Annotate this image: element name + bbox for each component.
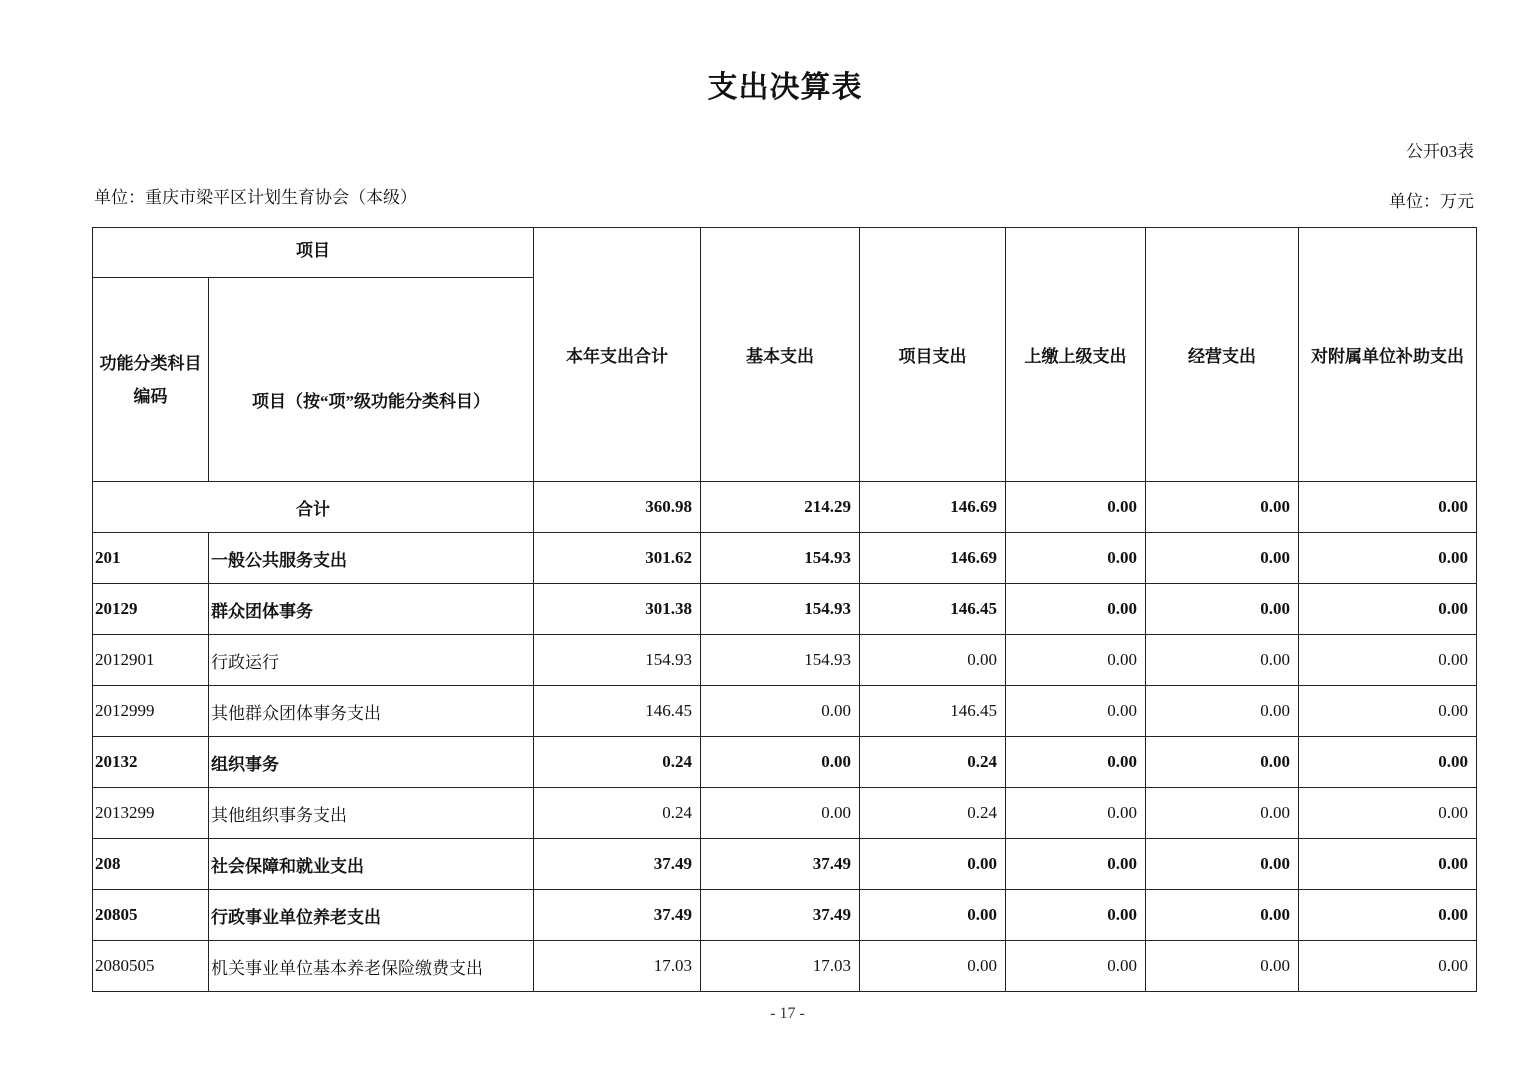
currency-unit: 单位：万元 — [1389, 192, 1474, 211]
row-value: 37.49 — [534, 890, 701, 941]
row-value: 154.93 — [701, 533, 860, 584]
row-value: 37.49 — [534, 839, 701, 890]
row-value: 0.24 — [534, 737, 701, 788]
table-row — [93, 533, 1477, 584]
page-title: 支出决算表 — [707, 71, 863, 104]
row-value: 146.45 — [860, 584, 1006, 635]
header-subsidy: 对附属单位补助支出 — [1299, 228, 1477, 482]
table-row — [93, 839, 1477, 890]
row-value: 154.93 — [534, 635, 701, 686]
total-cell: 0.00 — [1146, 482, 1299, 533]
header-basic: 基本支出 — [701, 228, 860, 482]
row-value: 146.45 — [534, 686, 701, 737]
total-cell: 0.00 — [1006, 482, 1146, 533]
total-cell: 0.00 — [1299, 482, 1477, 533]
header-total: 本年支出合计 — [534, 228, 701, 482]
row-name: 行政运行 — [209, 635, 534, 686]
row-value: 154.93 — [701, 584, 860, 635]
row-code: 2012999 — [93, 686, 209, 737]
row-value: 0.00 — [1299, 584, 1477, 635]
row-value: 0.24 — [860, 788, 1006, 839]
row-name: 群众团体事务 — [209, 584, 534, 635]
row-value: 0.00 — [1146, 533, 1299, 584]
row-value: 0.00 — [1006, 890, 1146, 941]
row-value: 0.00 — [1006, 788, 1146, 839]
row-name: 其他群众团体事务支出 — [209, 686, 534, 737]
table-number: 公开03表 — [1406, 142, 1474, 161]
row-value: 154.93 — [701, 635, 860, 686]
total-cell: 360.98 — [534, 482, 701, 533]
row-code: 208 — [93, 839, 209, 890]
row-code: 2013299 — [93, 788, 209, 839]
row-code: 20805 — [93, 890, 209, 941]
row-value: 0.24 — [534, 788, 701, 839]
table-row — [93, 584, 1477, 635]
row-value: 0.00 — [1299, 839, 1477, 890]
row-code: 2012901 — [93, 635, 209, 686]
header-upper: 上缴上级支出 — [1006, 228, 1146, 482]
row-value: 0.00 — [1146, 941, 1299, 992]
row-value: 0.00 — [1146, 788, 1299, 839]
row-code: 2080505 — [93, 941, 209, 992]
row-code: 20129 — [93, 584, 209, 635]
row-value: 0.00 — [1299, 737, 1477, 788]
row-value: 0.00 — [1146, 890, 1299, 941]
total-row — [93, 482, 1477, 533]
row-value: 37.49 — [701, 890, 860, 941]
row-value: 0.00 — [1299, 686, 1477, 737]
row-value: 0.24 — [860, 737, 1006, 788]
row-value: 17.03 — [701, 941, 860, 992]
row-value: 0.00 — [1299, 533, 1477, 584]
row-value: 0.00 — [1146, 686, 1299, 737]
row-value: 0.00 — [701, 686, 860, 737]
row-value: 0.00 — [1299, 635, 1477, 686]
row-value: 37.49 — [701, 839, 860, 890]
total-cell: 214.29 — [701, 482, 860, 533]
row-value: 0.00 — [1006, 737, 1146, 788]
total-cell: 146.69 — [860, 482, 1006, 533]
total-label: 合计 — [93, 482, 534, 533]
row-name: 机关事业单位基本养老保险缴费支出 — [209, 941, 534, 992]
row-value: 146.69 — [860, 533, 1006, 584]
expenditure-table — [92, 227, 1477, 992]
row-value: 0.00 — [860, 839, 1006, 890]
row-value: 0.00 — [1146, 839, 1299, 890]
row-code: 20132 — [93, 737, 209, 788]
row-value: 0.00 — [1006, 941, 1146, 992]
row-value: 0.00 — [701, 788, 860, 839]
row-value: 0.00 — [1006, 839, 1146, 890]
row-value: 0.00 — [860, 635, 1006, 686]
row-value: 0.00 — [1146, 584, 1299, 635]
row-value: 0.00 — [1006, 533, 1146, 584]
row-value: 146.45 — [860, 686, 1006, 737]
row-name: 行政事业单位养老支出 — [209, 890, 534, 941]
row-value: 0.00 — [1299, 941, 1477, 992]
table-row — [93, 635, 1477, 686]
organization-unit: 单位：重庆市梁平区计划生育协会（本级） — [94, 188, 417, 207]
row-name: 组织事务 — [209, 737, 534, 788]
table-row — [93, 788, 1477, 839]
row-code: 201 — [93, 533, 209, 584]
table-row — [93, 890, 1477, 941]
row-name: 社会保障和就业支出 — [209, 839, 534, 890]
row-value: 0.00 — [1146, 635, 1299, 686]
row-value: 0.00 — [1146, 737, 1299, 788]
row-value: 301.38 — [534, 584, 701, 635]
row-value: 0.00 — [860, 941, 1006, 992]
header-item: 项目 — [93, 228, 534, 278]
row-value: 17.03 — [534, 941, 701, 992]
header-business: 经营支出 — [1146, 228, 1299, 482]
row-value: 0.00 — [1299, 890, 1477, 941]
row-name: 其他组织事务支出 — [209, 788, 534, 839]
row-value: 0.00 — [1006, 584, 1146, 635]
row-value: 0.00 — [1006, 686, 1146, 737]
table-row — [93, 737, 1477, 788]
row-value: 0.00 — [701, 737, 860, 788]
table-row — [93, 686, 1477, 737]
row-value: 301.62 — [534, 533, 701, 584]
page-number: - 17 - — [770, 1005, 805, 1022]
row-name: 一般公共服务支出 — [209, 533, 534, 584]
header-code: 功能分类科目编码 — [93, 278, 209, 482]
header-name: 项目（按“项”级功能分类科目） — [209, 278, 534, 482]
row-value: 0.00 — [1299, 788, 1477, 839]
row-value: 0.00 — [860, 890, 1006, 941]
header-project: 项目支出 — [860, 228, 1006, 482]
row-value: 0.00 — [1006, 635, 1146, 686]
table-row — [93, 941, 1477, 992]
